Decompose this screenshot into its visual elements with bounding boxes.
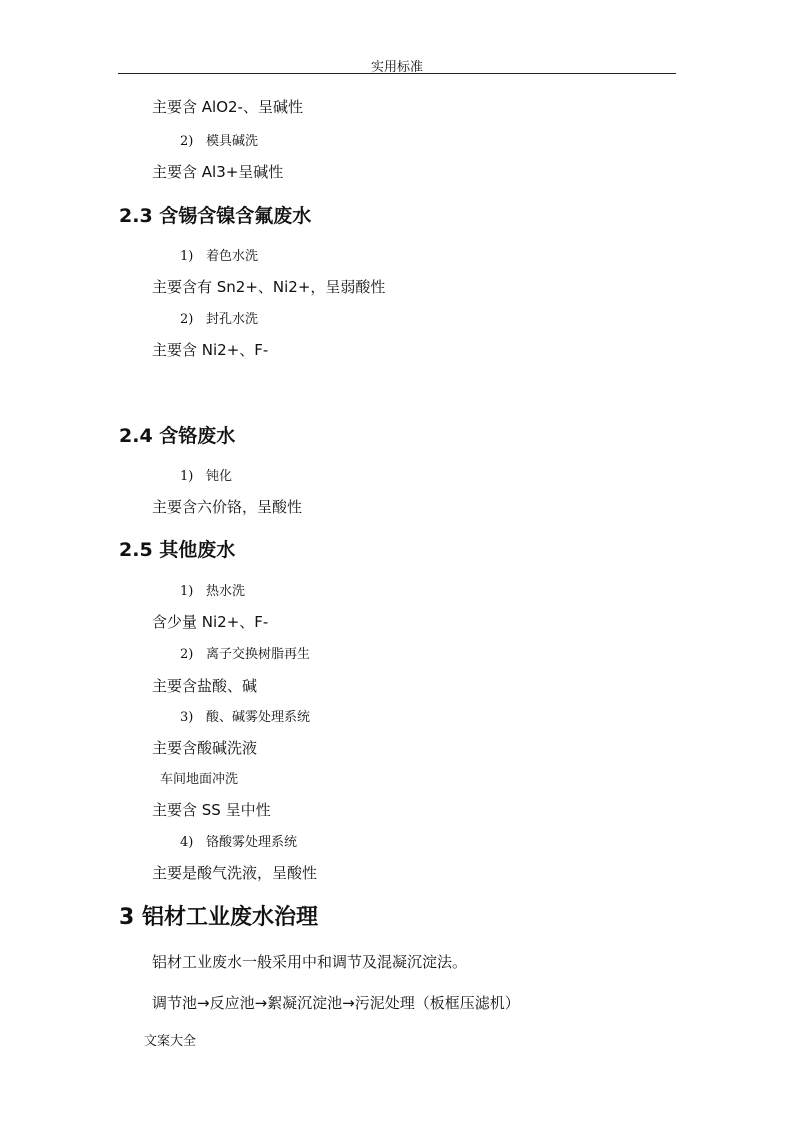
section-heading: 2.3 含锡含镍含氟废水 (119, 205, 312, 227)
list-number: 1) (180, 469, 194, 484)
list-item-text: 着色水洗 (206, 249, 259, 264)
section-heading: 2.4 含铬废水 (119, 425, 236, 447)
paragraph-line: 铝材工业废水一般采用中和调节及混凝沉淀法。 (152, 953, 468, 971)
list-number: 4) (180, 835, 194, 850)
body-line: 主要含 AlO2-、呈碱性 (152, 98, 303, 116)
list-item-text: 模具碱洗 (206, 134, 259, 149)
list-item (180, 465, 232, 484)
body-line: 主要含 SS 呈中性 (152, 801, 271, 819)
list-number: 1) (180, 249, 194, 264)
list-number: 2) (180, 134, 194, 149)
list-item (180, 308, 258, 327)
list-item-text: 封孔水洗 (206, 312, 259, 327)
body-line: 主要含盐酸、碱 (152, 677, 258, 695)
list-number: 3) (180, 710, 194, 725)
body-line: 含少量 Ni2+、F- (152, 613, 269, 631)
list-item-text: 钝化 (206, 469, 233, 484)
list-item (180, 245, 258, 264)
list-item (180, 130, 258, 149)
note-line: 车间地面冲洗 (160, 772, 239, 787)
list-item (180, 831, 297, 850)
body-line: 主要含 Al3+呈碱性 (152, 163, 284, 181)
list-item-text: 热水洗 (206, 584, 246, 599)
paragraph-line: 调节池→反应池→絮凝沉淀池→污泥处理（板框压滤机） (152, 994, 520, 1012)
list-item (180, 580, 245, 599)
body-line: 主要含 Ni2+、F- (152, 341, 269, 359)
body-line: 主要含酸碱洗液 (152, 739, 258, 757)
section-heading: 2.5 其他废水 (119, 539, 236, 561)
list-item-text: 酸、碱雾处理系统 (206, 710, 311, 725)
list-number: 2) (180, 312, 194, 327)
body-line: 主要含六价铬，呈酸性 (152, 498, 303, 516)
body-line: 主要含有 Sn2+、Ni2+，呈弱酸性 (152, 278, 386, 296)
header-rule (118, 73, 676, 74)
list-item (180, 706, 310, 725)
list-item (180, 643, 310, 662)
list-item-text: 离子交换树脂再生 (206, 647, 311, 662)
list-item-text: 铬酸雾处理系统 (206, 835, 298, 850)
page-footer: 文案大全 (144, 1034, 197, 1049)
page-header-title: 实用标准 (370, 60, 423, 75)
list-number: 1) (180, 584, 194, 599)
chapter-heading: 3 铝材工业废水治理 (119, 905, 318, 930)
body-line: 主要是酸气洗液，呈酸性 (152, 864, 318, 882)
list-number: 2) (180, 647, 194, 662)
